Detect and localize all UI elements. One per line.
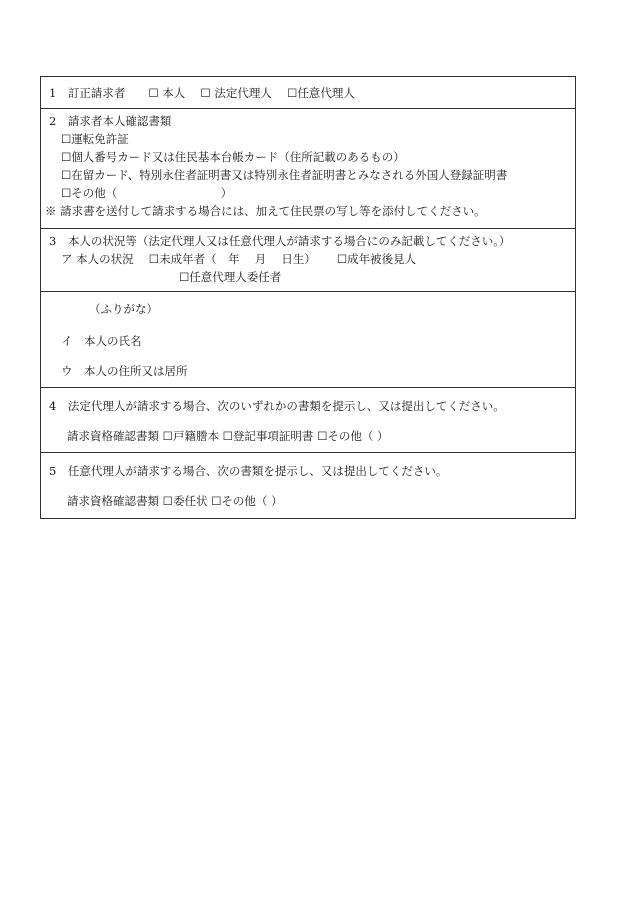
principal-address-label: ウ 本人の住所又は居所 <box>61 364 188 378</box>
voluntary-agent-heading: 5 任意代理人が請求する場合、次の書類を提示し、又は提出してください。 <box>49 464 448 478</box>
status-line-2: ☐任意代理人委任者 <box>179 270 282 284</box>
section-legal-agent <box>41 387 575 452</box>
request-form-table <box>40 76 576 519</box>
section-principal-status <box>41 228 575 291</box>
section-identity-documents <box>41 108 575 228</box>
mail-note: ※ 請求書を送付して請求する場合には、加えて住民票の写し等を添付してください。 <box>45 204 486 218</box>
section-voluntary-agent <box>41 452 575 518</box>
doc-option-license: ☐運転免許証 <box>61 132 129 146</box>
section-principal-info <box>41 291 575 387</box>
identity-docs-heading: 2 請求者本人確認書類 <box>49 114 172 128</box>
voluntary-agent-docs: 請求資格確認書類 ☐委任状 ☐その他（ ） <box>67 494 283 508</box>
legal-agent-heading: 4 法定代理人が請求する場合、次のいずれかの書類を提示し、又は提出してください。 <box>49 399 505 413</box>
furigana-label: （ふりがな） <box>89 302 158 316</box>
doc-option-mynumber: ☐個人番号カード又は住民基本台帳カード（住所記載のあるもの） <box>61 150 405 164</box>
status-heading: 3 本人の状況等（法定代理人又は任意代理人が請求する場合にのみ記載してください。） <box>49 234 511 248</box>
legal-agent-docs: 請求資格確認書類 ☐戸籍謄本 ☐登記事項証明書 ☐その他（ ） <box>67 429 389 443</box>
section-requester <box>41 77 575 108</box>
principal-name-label: イ 本人の氏名 <box>61 334 142 348</box>
requester-line: 1 訂正請求者 ☐ 本人 ☐ 法定代理人 ☐任意代理人 <box>49 86 355 100</box>
doc-option-residence-card: ☐在留カード、特別永住者証明書又は特別永住者証明書とみなされる外国人登録証明書 <box>61 168 508 182</box>
status-line: ア 本人の状況 ☐未成年者（ 年 月 日生） ☐成年被後見人 <box>61 252 417 266</box>
doc-option-other: ☐その他（ ） <box>61 186 233 200</box>
